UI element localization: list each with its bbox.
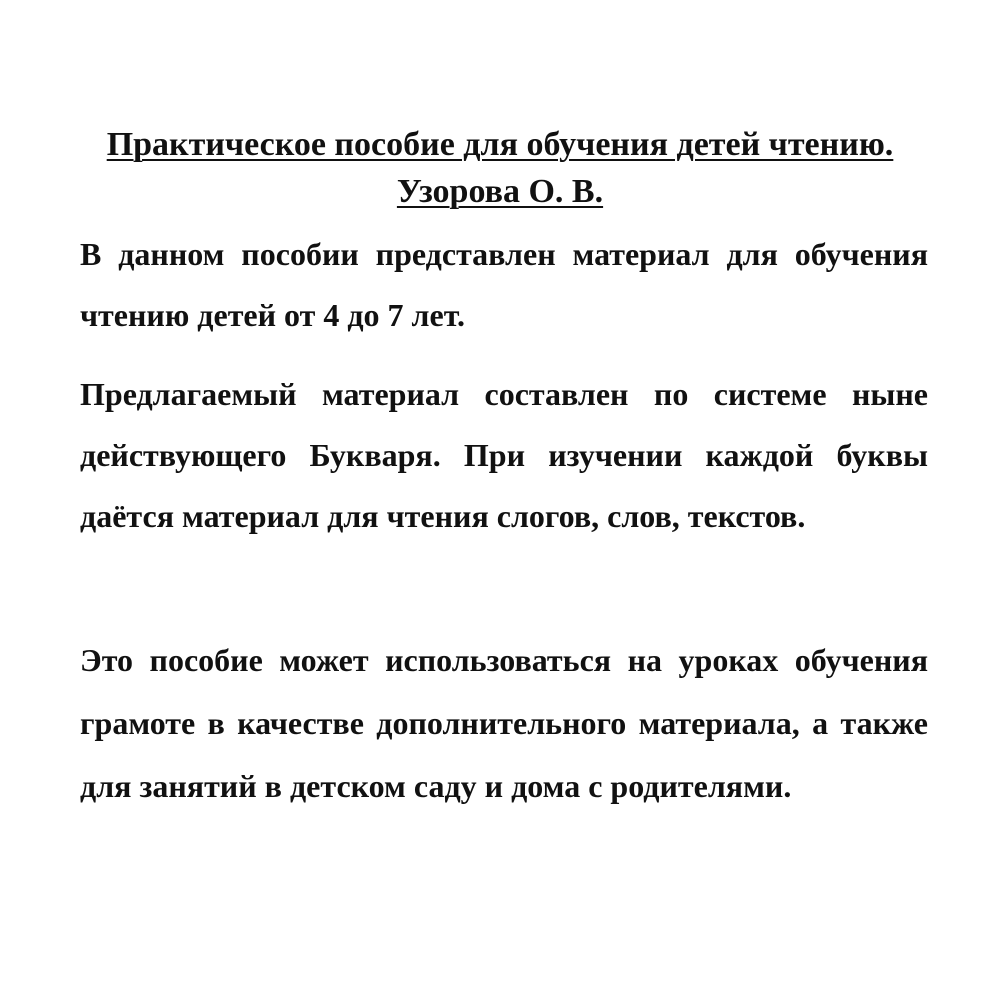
paragraph-intro: В данном пособии представлен материал для обучения чтению детей от 4 до 7 лет.	[80, 236, 928, 333]
document-title	[100, 121, 900, 215]
paragraph-system: Предлагаемый материал составлен по системе ныне действующего Букваря. При изучении каждой буквы даётся материал для чтения слогов, слов, текстов.	[80, 376, 928, 534]
paragraph-usage: Это пособие может использоваться на уроках обучения грамоте в качестве дополнительного материала, а также для занятий в детском саду и дома с родителями.	[80, 642, 928, 804]
document-title-text: Практическое пособие для обучения детей чтению. Узорова О. В.	[106, 126, 894, 210]
